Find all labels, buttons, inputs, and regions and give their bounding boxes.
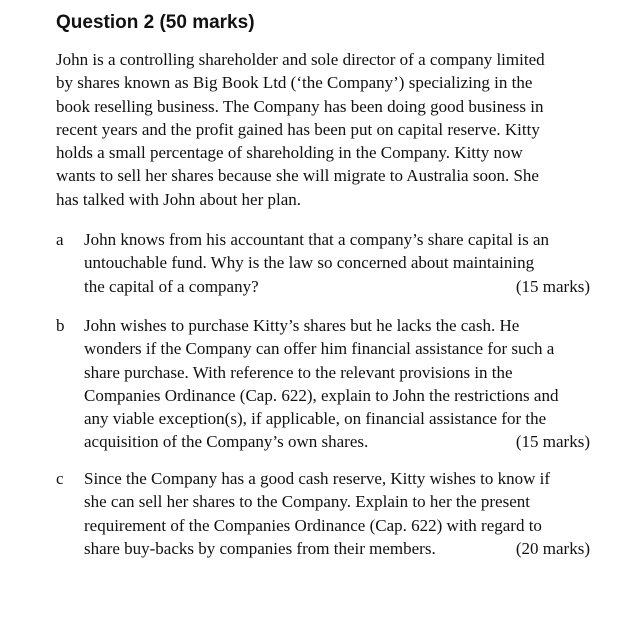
sub-question-a (56, 228, 596, 298)
sub-question-line: untouchable fund. Why is the law so concerned about maintaining (84, 253, 535, 273)
sub-question-line: wonders if the Company can offer him financial assistance for such a (84, 339, 555, 359)
sub-question-line (84, 537, 590, 560)
scenario-line: recent years and the profit gained has been put on capital reserve. Kitty (56, 119, 540, 139)
scenario-line: John is a controlling shareholder and sole director of a company limited (56, 50, 545, 69)
sub-question-line-text: acquisition of the Company’s own shares. (84, 432, 369, 452)
sub-question-letter: b (56, 316, 65, 335)
scenario-line: book reselling business. The Company has been doing good business in (56, 96, 544, 116)
scenario-line: by shares known as Big Book Ltd (‘the Company’) specializing in the (56, 73, 533, 93)
scenario-line: has talked with John about her plan. (56, 189, 302, 209)
sub-question-line: she can sell her shares to the Company. Explain to her the present (84, 492, 530, 512)
sub-question-line: share purchase. With reference to the relevant provisions in the (84, 362, 513, 382)
question-title: Question 2 (50 marks) (56, 12, 255, 33)
sub-question-letter: c (56, 469, 64, 488)
sub-question-letter: a (56, 230, 64, 249)
sub-question-line: requirement of the Companies Ordinance (Cap. 622) with regard to (84, 515, 542, 535)
marks-label: (15 marks) (515, 276, 590, 296)
sub-question-line-text: share buy-backs by companies from their members. (84, 538, 436, 558)
sub-question-line: Companies Ordinance (Cap. 622), explain to John the restrictions and (84, 385, 559, 405)
sub-question-line: any viable exception(s), if applicable, on financial assistance for the (84, 409, 547, 429)
sub-question-text (84, 467, 590, 560)
marks-label: (20 marks) (515, 538, 590, 558)
sub-question-text (84, 314, 590, 454)
sub-question-line: John wishes to purchase Kitty’s shares but he lacks the cash. He (84, 316, 520, 335)
sub-question-line: Since the Company has a good cash reserve, Kitty wishes to know if (84, 469, 550, 488)
scenario-line: wants to sell her shares because she will migrate to Australia soon. She (56, 166, 539, 186)
sub-question-line (84, 430, 590, 453)
sub-question-line (84, 275, 590, 298)
marks-label: (15 marks) (515, 432, 590, 452)
scenario-paragraph (56, 48, 596, 211)
sub-question-line: John knows from his accountant that a company’s share capital is an (84, 230, 550, 249)
scenario-line: holds a small percentage of shareholding in the Company. Kitty now (56, 143, 523, 163)
sub-question-b (56, 314, 596, 454)
sub-question-line-text: the capital of a company? (84, 276, 259, 296)
sub-question-c (56, 467, 596, 561)
sub-question-text (84, 228, 590, 298)
